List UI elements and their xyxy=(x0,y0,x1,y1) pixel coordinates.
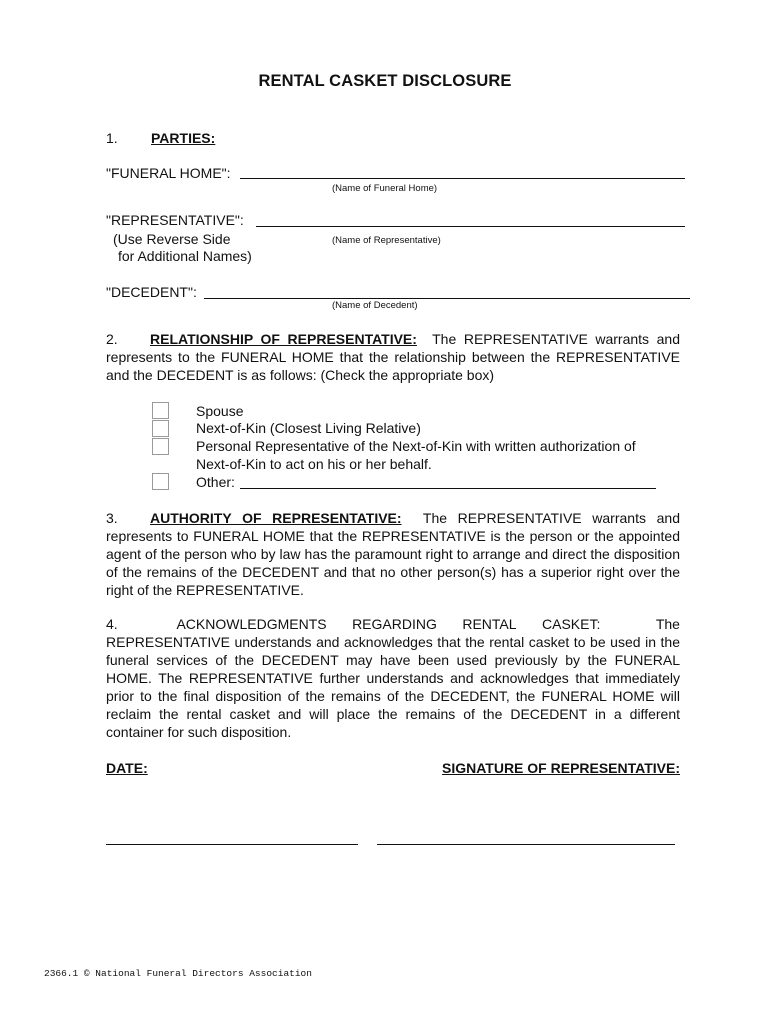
decedent-label: "DECEDENT": xyxy=(106,284,197,300)
funeral-home-label: "FUNERAL HOME": xyxy=(106,165,231,181)
section-4-heading-word-2: REGARDING xyxy=(352,616,437,632)
option-spouse-label: Spouse xyxy=(196,403,244,419)
footer-copyright: 2366.1 © National Funeral Directors Association xyxy=(44,968,312,979)
representative-note-line2: for Additional Names) xyxy=(118,248,252,264)
option-other-label: Other: xyxy=(196,474,235,490)
representative-field[interactable] xyxy=(256,226,685,227)
section-4-body: REPRESENTATIVE understands and acknowledges that the rental casket to be used in the funeral services of the DECEDENT may have been used previously by the FUNERAL HOME. The REPRESENTATIVE further understands and acknowledges that immediately prior to the final disposition of the remains of the DECEDENT, the FUNERAL HOME will reclaim the rental casket and will place the remains of the DECEDENT in a different container for such disposition. xyxy=(106,634,680,740)
section-2-number: 2. xyxy=(106,331,118,347)
section-1-number: 1. xyxy=(106,130,118,146)
section-4-number: 4. xyxy=(106,616,118,632)
other-field[interactable] xyxy=(240,488,656,489)
option-next-of-kin-label: Next-of-Kin (Closest Living Relative) xyxy=(196,420,421,436)
section-2-paragraph xyxy=(106,330,680,384)
signature-label: SIGNATURE OF REPRESENTATIVE: xyxy=(441,760,680,776)
section-1-heading: PARTIES: xyxy=(151,130,216,146)
section-2-body: The REPRESENTATIVE warrants and represents to the FUNERAL HOME that the relationship between the REPRESENTATIVE and the DECEDENT is as follows: (Check the appropriate box) xyxy=(106,331,680,383)
representative-label: "REPRESENTATIVE": xyxy=(106,212,244,228)
checkbox-next-of-kin[interactable] xyxy=(152,420,169,437)
decedent-caption: (Name of Decedent) xyxy=(332,300,418,311)
section-4-first-word: The xyxy=(655,616,680,632)
option-personal-rep-line1: Personal Representative of the Next-of-Kin with written authorization of xyxy=(196,438,636,454)
representative-caption: (Name of Representative) xyxy=(332,235,441,246)
checkbox-personal-representative[interactable] xyxy=(152,438,169,455)
section-4-heading-line xyxy=(106,615,680,633)
section-3-paragraph xyxy=(106,509,680,599)
section-2-heading: RELATIONSHIP OF REPRESENTATIVE: xyxy=(150,331,417,347)
section-4-heading-word-3: RENTAL xyxy=(462,616,517,632)
representative-note-line1: (Use Reverse Side xyxy=(113,231,231,247)
date-label: DATE: xyxy=(106,760,148,776)
decedent-field[interactable] xyxy=(204,298,690,299)
section-3-number: 3. xyxy=(106,510,118,526)
document-title: RENTAL CASKET DISCLOSURE xyxy=(258,72,512,90)
section-3-heading: AUTHORITY OF REPRESENTATIVE: xyxy=(150,510,402,526)
checkbox-other[interactable] xyxy=(152,473,169,490)
date-field[interactable] xyxy=(106,844,358,845)
signature-field[interactable] xyxy=(377,844,675,845)
funeral-home-caption: (Name of Funeral Home) xyxy=(332,183,438,194)
section-4-heading-word-4: CASKET: xyxy=(542,616,601,632)
section-4-heading-word-1: ACKNOWLEDGMENTS xyxy=(176,616,327,632)
funeral-home-field[interactable] xyxy=(240,178,685,179)
option-personal-rep-line2: Next-of-Kin to act on his or her behalf. xyxy=(196,456,432,472)
checkbox-spouse[interactable] xyxy=(152,402,169,419)
section-3-body: The REPRESENTATIVE warrants and represents to FUNERAL HOME that the REPRESENTATIVE is the person or the appointed agent of the person who by law has the paramount right to arrange and direct the disposition of the remains of the DECEDENT and that no other person(s) has a superior right over the right of the REPRESENTATIVE. xyxy=(106,510,680,598)
